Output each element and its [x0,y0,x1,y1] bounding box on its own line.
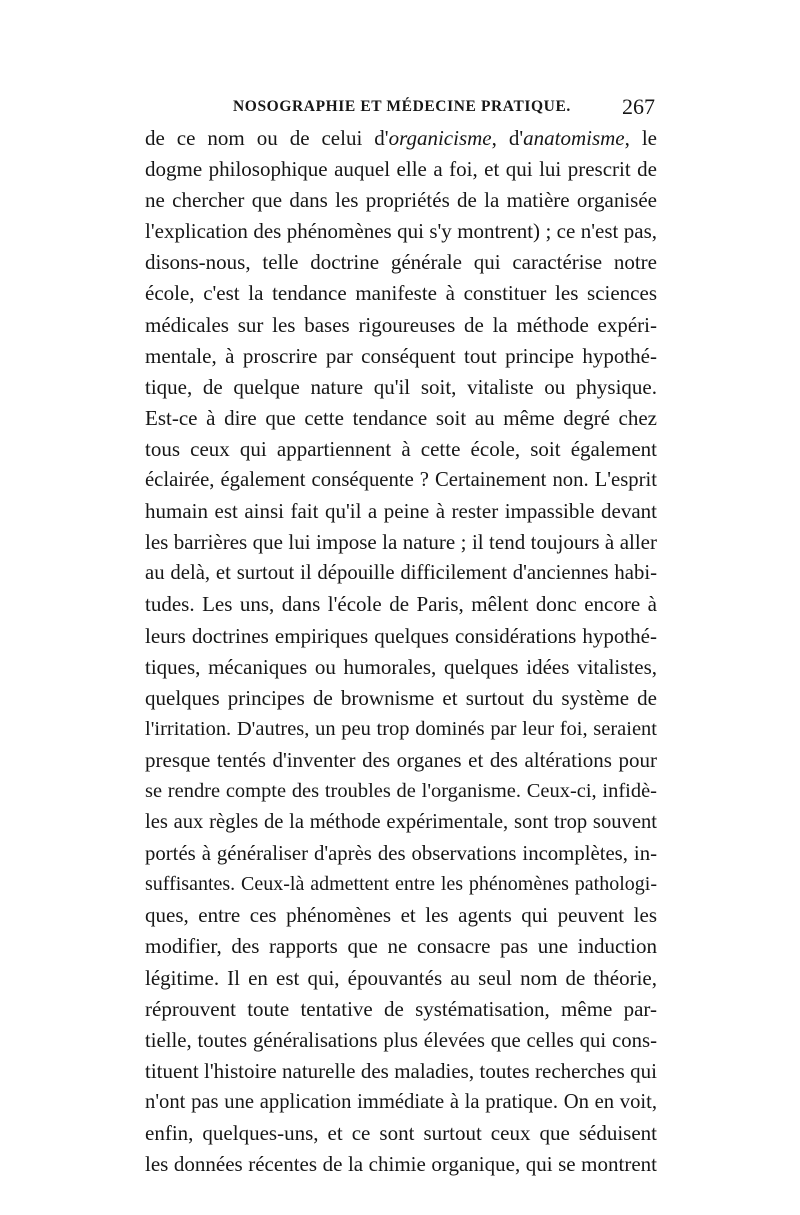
text-line [145,123,657,154]
page-number: 267 [622,94,655,119]
text-line: éclairée, également conséquente ? Certainement non. L'esprit [145,469,657,492]
text-line: se rendre compte des troubles de l'organisme. Ceux-ci, infidè- [145,779,657,802]
body-text [145,123,657,1180]
text-line: tudes. Les uns, dans l'école de Paris, mêlent donc encore à [145,592,657,617]
text-segment: de ce nom ou de celui d' [145,126,389,150]
text-line: presque tentés d'inventer des organes et des altérations pour [145,747,657,772]
text-line: école, c'est la tendance manifeste à constituer les sciences [145,281,657,306]
text-segment: , le [624,126,658,150]
text-line: mentale, à proscrire par conséquent tout principe hypothé- [145,343,657,368]
text-line: portés à généraliser d'après des observations incomplètes, in- [145,842,657,866]
italic-term: organicisme [388,126,492,150]
text-line: disons-nous, telle doctrine générale qui caractérise notre [145,250,657,275]
text-line: les données récentes de la chimie organique, qui se montrent [145,1152,657,1177]
text-line: les barrières que lui impose la nature ; il tend toujours à aller [145,530,657,555]
text-line: tielle, toutes généralisations plus élevées que celles qui cons- [145,1028,657,1052]
text-line: l'explication des phénomènes qui s'y montrent) ; ce n'est pas, [145,219,657,244]
text-line: tiques, mécaniques ou humorales, quelques idées vitalistes, [145,654,657,679]
text-line: l'irritation. D'autres, un peu trop dominés par leur foi, seraient [145,717,657,740]
text-line: légitime. Il en est qui, épouvantés au seul nom de théorie, [145,965,657,990]
text-line: médicales sur les bases rigoureuses de la méthode expéri- [145,312,657,337]
text-line: n'ont pas une application immédiate à la pratique. On en voit, [145,1090,657,1113]
text-line: leurs doctrines empiriques quelques considérations hypothé- [145,623,657,648]
running-header [145,96,657,122]
italic-term: anatomisme [523,126,625,150]
text-line: suffisantes. Ceux-là admettent entre les phénomènes pathologi- [145,873,657,896]
text-line: tituent l'histoire naturelle des maladies, toutes recherches qui [145,1058,657,1083]
text-line: enfin, quelques-uns, et ce sont surtout ceux que séduisent [145,1121,657,1145]
text-line: les aux règles de la méthode expérimentale, sont trop souvent [145,811,657,834]
text-line: réprouvent toute tentative de systématisation, même par- [145,996,657,1021]
text-line: modifier, des rapports que ne consacre pas une induction [145,934,657,959]
text-line: au delà, et surtout il dépouille difficilement d'anciennes habi- [145,562,657,585]
text-line: tous ceux qui appartiennent à cette école, soit également [145,436,657,461]
text-segment: , d' [491,126,524,150]
text-line: Est-ce à dire que cette tendance soit au même degré chez [145,405,657,430]
running-title: NOSOGRAPHIE ET MÉDECINE PRATIQUE. [233,98,571,115]
text-line: quelques principes de brownisme et surtout du système de [145,685,657,710]
text-line: ques, entre ces phénomènes et les agents qui peuvent les [145,903,657,928]
text-line: dogme philosophique auquel elle a foi, et qui lui prescrit de [145,157,657,182]
text-line: tique, de quelque nature qu'il soit, vitaliste ou physique. [145,374,657,399]
text-line: ne chercher que dans les propriétés de la matière organisée [145,188,657,213]
text-line: humain est ainsi fait qu'il a peine à rester impassible devant [145,499,657,524]
